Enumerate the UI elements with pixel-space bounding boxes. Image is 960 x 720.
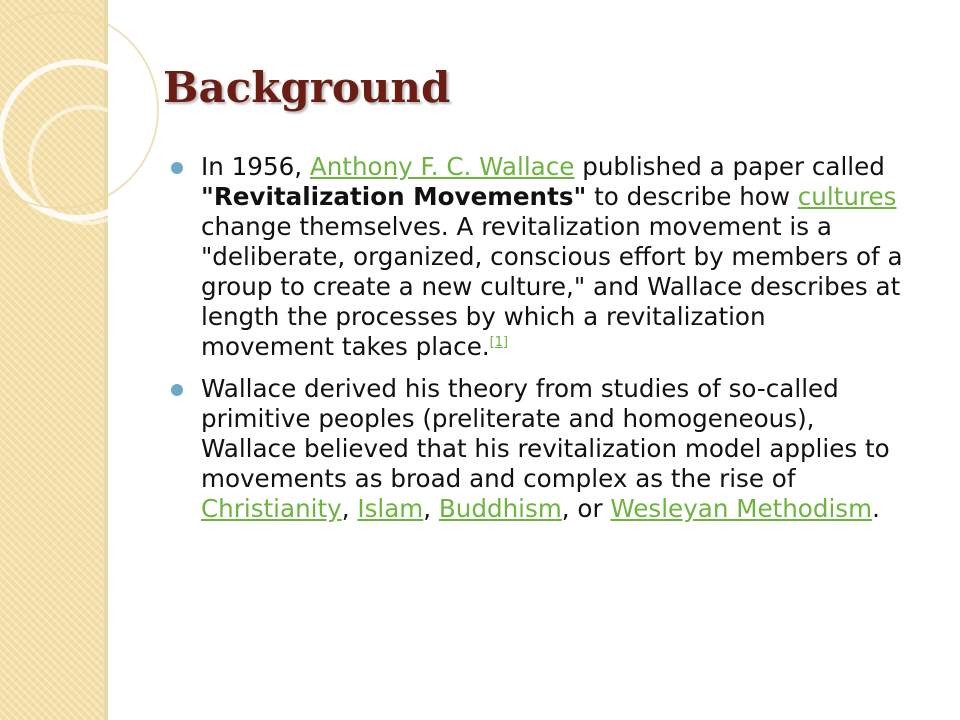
bullet-text: .: [872, 494, 880, 523]
link-cultures[interactable]: cultures: [797, 182, 897, 211]
citation-link[interactable]: [1]: [489, 334, 509, 350]
bullet-text: Wallace derived his theory from studies of so-called primitive peoples (preliterate and homogeneous), Wallace believed that his revitalization model applies to movements as broad and complex as the rise of: [201, 374, 890, 493]
bullet-text: In 1956,: [201, 152, 310, 181]
link-islam[interactable]: Islam: [357, 494, 424, 523]
paper-title: "Revitalization Movements": [201, 182, 587, 211]
bullet-icon: [171, 384, 183, 396]
bullet-text: ,: [341, 494, 358, 523]
bullet-text: , or: [561, 494, 611, 523]
bullet-text: to describe how: [586, 182, 798, 211]
bullet-item: [163, 152, 903, 362]
bullet-list: [163, 152, 903, 536]
bullet-text: published a paper called: [574, 152, 885, 181]
link-wesleyan-methodism[interactable]: Wesleyan Methodism: [610, 494, 873, 523]
link-christianity[interactable]: Christianity: [201, 494, 342, 523]
bullet-text: ,: [423, 494, 439, 523]
bullet-icon: [171, 162, 183, 174]
bullet-item: [163, 374, 903, 524]
bullet-text: change themselves. A revitalization movement is a "deliberate, organized, conscious effort by members of a group to create a new culture," and Wallace describes at length the processes by which a revitalization movement takes place.: [201, 212, 903, 361]
link-anthony-wallace[interactable]: Anthony F. C. Wallace: [309, 152, 575, 181]
slide-title: Background: [163, 63, 451, 112]
link-buddhism[interactable]: Buddhism: [438, 494, 562, 523]
